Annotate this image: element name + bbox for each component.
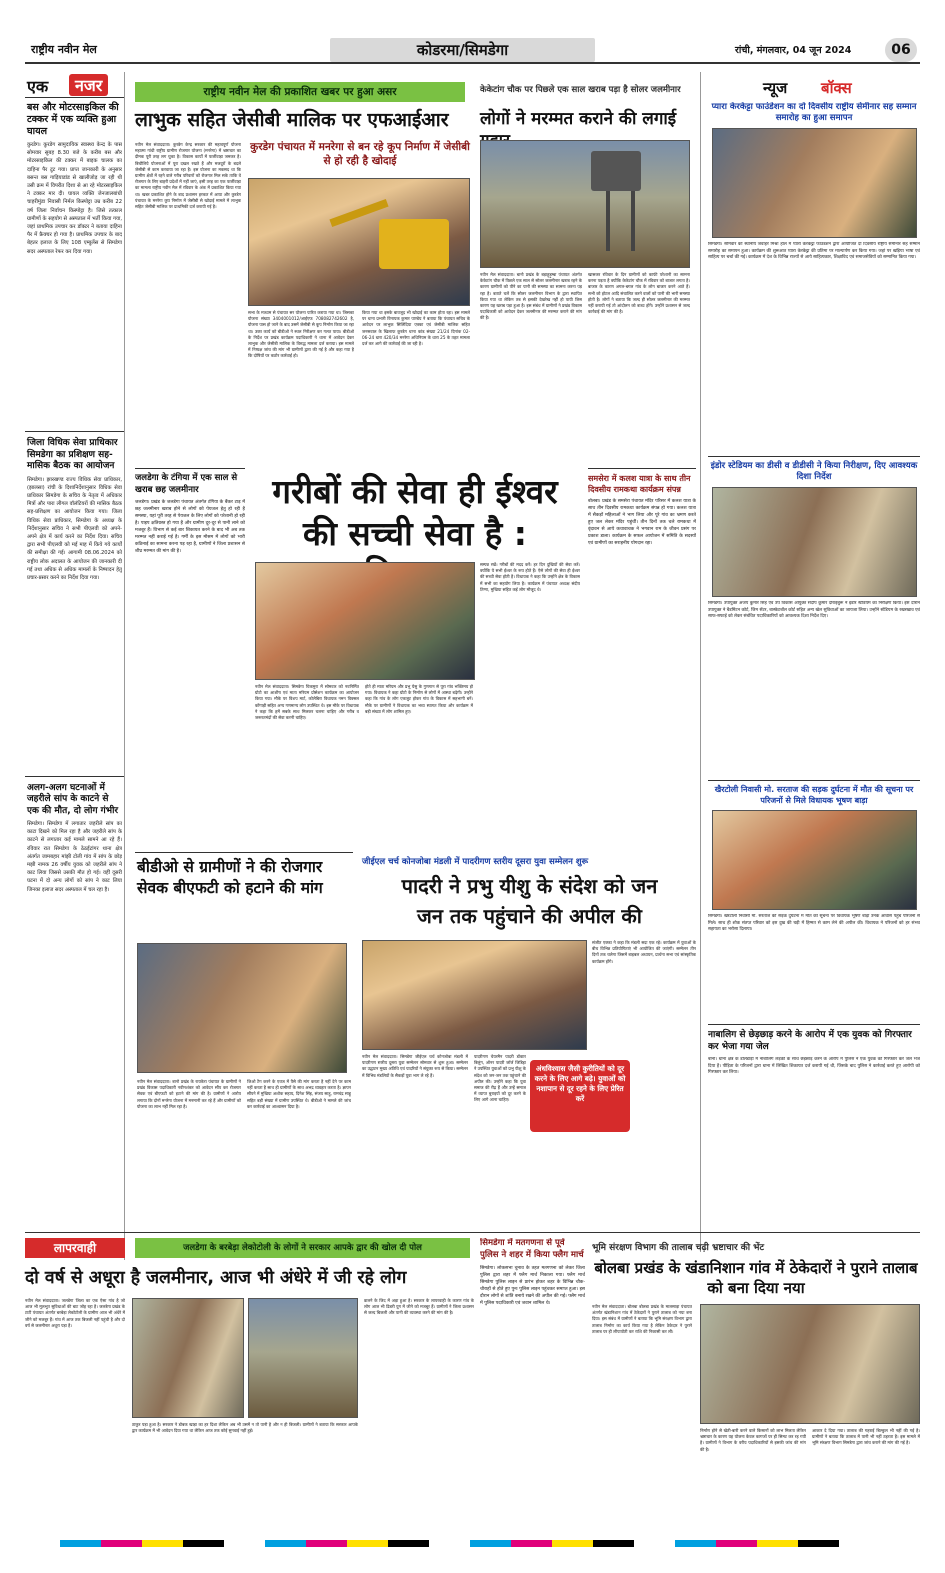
bdo-photo [137, 943, 347, 1073]
story-body: बोलबा। प्रखंड के समसेरा पंचायत मंदिर परिसर में कलश यात्रा के साथ तीन दिवसीय रामकथा कार्यक्रम संपन्न हो गया। कलश यात्रा में सैकड़ों महिलाओं ने भाग लिया और पूरे गांव का भ्रमण करते हुए जल लेकर मंदिर पहुंचीं। तीन दिनों तक चले रामकथा में वृंदावन से आये कथावाचक ने भगवान राम के जीवन प्रसंग पर प्रकाश डाला। कार्यक्रम के सफल आयोजन में समिति के सदस्यों एवं ग्रामीणों का सराहनीय योगदान रहा। [588, 499, 696, 546]
ek-nazar-label-b: नजर [69, 74, 108, 96]
lead-kicker: राष्ट्रीय नवीन मेल की प्रकाशित खबर पर हुआ असर [203, 86, 397, 98]
story-headline: जलडेगा के टंगिया में एक साल से खराब छह जलमीनार [135, 473, 238, 495]
story-headline: इंडोर स्टेडियम का डीसी व डीडीसी ने किया निरीक्षण, दिए आवश्यक दिशा निर्देश [710, 461, 918, 482]
page-number: 06 [891, 42, 911, 58]
padri-col-2: पादरीगण चेयरमैन पादरी डॉक्टर बिलुंग, ऑनर पादरी जॉर्ज जिडिहा ने उपस्थित युवाओं को प्रभु यीशु के संदेश को जन-जन तक पहुंचाने की अपील की। उन्होंने कहा कि युवा समाज की रीढ़ हैं और उन्हें समाज में व्याप्त बुराइयों को दूर करने के लिए आगे आना चाहिए। [474, 1054, 526, 1103]
lead-photo-caption: कुरडेग पंचायत में मनरेगा से बन रहे कूप निर्माण में जेसीबी से हो रही है खोदाई [250, 141, 470, 167]
story-headline: समसेरा में कलश यात्रा के साथ तीन दिवसीय रामकथा कार्यक्रम संपन्न [588, 474, 691, 494]
story-body: सिमडेगा। लोकसभा चुनाव के तहत मतगणना को लेकर जिला पुलिस द्वारा शहर में फ्लैग मार्च निकाला गया। फ्लैग मार्च सिमडेगा पुलिस लाइन से प्रारंभ होकर शहर के विभिन्न चौक-चौराहों से होते हुए पुनः पुलिस लाइन पहुंचकर समाप्त हुआ। इस दौरान लोगों से शांति बनाये रखने की अपील की गई। फ्लैग मार्च में पुलिस पदाधिकारी एवं जवान शामिल थे। [480, 1266, 585, 1306]
bottom-left-col-1: नवीन मेल संवाददाता। जलडेगा जिला का एक ऐसा गांव है जो आज भी मूलभूत सुविधाओं की बाट जोह रहा है। जलडेगा प्रखंड के टाटी पंचायत अंतर्गत बरबेड़ा लेकोटोली के ग्रामीण आज भी अंधेरे में जीने को मजबूर हैं। गांव में आज तक बिजली नहीं पहुंची है और दो वर्ष से जलमीनार अधूरा पड़ा है। [25, 1298, 125, 1328]
date-line: रांची, मंगलवार, 04 जून 2024 [735, 45, 852, 56]
masthead-bar [25, 36, 920, 64]
news-box-story-3 [708, 780, 920, 1020]
ek-nazar-column [25, 72, 125, 1260]
bottom-left-headline: दो वर्ष से अधूरा है जलमीनार, आज भी अंधेरे में जी रहे लोग [25, 1268, 407, 1288]
bottom-right-col-3: आकार दे दिया गया। तालाब की गहराई बिल्कुल भी नहीं की गई है। ग्रामीणों ने बताया कि तालाब में पानी भी नहीं ठहरता है। इस मामले में भूमि संरक्षण विभाग सिमडेगा द्वारा जांच कराने की मांग की गई है। [812, 1428, 920, 1446]
bottom-right-col-2: निर्माण होने से खेती-बारी करने वाले किसानों को लाभ मिलता लेकिन भ्रष्टाचार के कारण यह योजना केवल कागजों पर ही सिमट कर रह गयी है। ग्रामीणों ने विभाग के वरीय पदाधिकारियों से इसकी जांच की मांग की है। [700, 1428, 806, 1452]
mid-top-kicker: केकेटांग चौक पर पिछले एक साल खराब पड़ा है सोलर जलमीनार [480, 85, 681, 95]
padri-col-3: संजीत एक्का ने कहा कि मंडली सदा एक रहे। कार्यक्रम में युवाओं के बीच विभिन्न प्रतियोगिताएं भी आयोजित की जाएंगी। सम्मेलन तीन दिनों तक चलेगा जिसमें बाइबल अध्ययन, प्रार्थना सभा एवं सांस्कृतिक कार्यक्रम होंगे। [592, 940, 696, 964]
story-headline: खैरटोली निवासी मो. सरताज की सड़क दुर्घटना में मौत की सूचना पर परिजनों से मिले विधायक भूषण बाड़ा [714, 785, 914, 805]
story-headline: बस और मोटरसाइकिल की टक्कर में एक व्यक्ति हुआ घायल [27, 102, 119, 137]
news-box-story-2 [708, 456, 920, 776]
lead-col-2: सभा के माध्यम से पंचायत सर योजना पारित कराया गया था। जिसका योजना संख्या 3404001012/आईएफ 708082742602 है, योजना पास हो जाने के बाद उसमें जेसीबी से कूप निर्माण किया जा रहा था। उक्त कार्य को बीडीओ ने स्थल निरीक्षण कर गलत पाया। बीडीओ के निर्देश पर प्रखंड कार्यक्रम पदाधिकारी ने थाना में आवेदन देकर लाभुक और जेसीबी मालिक के विरुद्ध मामला दर्ज कराया। इस मामले में निष्पक्ष जांच की मांग भी ग्रामीणों द्वारा की गई है और कहा गया है कि दोषियों पर कठोर कार्रवाई हो। [248, 310, 354, 359]
story-body: सिमडेगा। सिमडेगा में लगातार जहरीले सांप का काटा दिखने को मिल रहा है और जहरीले सांप के काटने से लगातार कई मामले सामने आ रहे हैं। रविवार रात सिमडेगा के ठेठईटांगर थाना क्षेत्र अंतर्गत जामबहार मांझी टोली गांव में सांप के छोड़ मझी नामक 26 वर्षीय युवक को जहरीले सांप ने काट लिया जिससे उसकी मौत हो गई। वहीं दूसरी घटना में दो अन्य लोगों को सांप ने काट लिया जिनका इलाज सदर अस्पताल में चल रहा है। [27, 821, 122, 893]
bottom-left-col-3: डालने के जिद में अड़ा हुआ है। सरकार के लापरवाही के कारण गांव के लोग आज भी ढिबरी युग में जीने को मजबूर हैं। ग्रामीणों ने जिला प्रशासन से जल्द बिजली और पानी की व्यवस्था करने की मांग की है। [364, 1298, 474, 1316]
vidhayak-col-2: होते ही माता मरियम और प्रभु येसु के गुणगान से पूरा गांव भक्तिमय हो गया। विधायक ने कहा ग्रोटो के निर्माण से लोगों में आस्था बढ़ेगी। उन्होंने कहा कि गांव के लोग एकजुट होकर गांव के विकास में सहभागी बनें। मौके पर ग्रामीणों ने विधायक का भव्य स्वागत किया और कार्यक्रम में बड़ी संख्या में लोग शामिल हुए। [365, 684, 473, 714]
story-body: बानो। थाना क्षेत्र के डोलडाड़ी में नाबालिग लड़की के साथ छेड़छाड़ करने के आरोप में पुलिस ने एक युवक को गिरफ्तार कर जेल भेज दिया है। पीड़िता के परिजनों द्वारा थाना में लिखित शिकायत दर्ज करायी गई थी, जिसके बाद पुलिस ने कार्रवाई करते हुए आरोपी को गिरफ्तार कर लिया। [708, 1057, 920, 1076]
news-box-header [755, 76, 905, 100]
news-box-photo-2 [712, 487, 917, 597]
bottom-left-photo-1 [132, 1298, 244, 1418]
vidhayak-headline-2: की सच्ची सेवा है : [302, 514, 528, 553]
lead-col-1: नवीन मेल संवाददाता। कुरडेग केन्द्र सरकार की महत्वपूर्ण योजना महात्मा गांधी राष्ट्रीय ग्रामीण रोजगार योजना (मनरेगा) में भ्रष्टाचार का दीमक पूरी तरह लग चुका है। विकास कार्यों में फर्जीवाड़ा जमकर है। बिचौलिये योजनाओं में पूरा दखल रखते हैं और मजदूरों के बदले जेसीबी से काम करवाया जा रहा है। इस योजना का मकसद था कि ग्रामीण क्षेत्रों में रहने वाले गरीब परिवारों को रोजगार मिल सके ताकि वे रोजगार के लिए बाहरी प्रदेशों में नहीं जाएं, इसी तरह का एक फर्जीवाड़ा का मामला राष्ट्रीय नवीन मेल में रविवार के अंक में प्रकाशित किया गया था। खबर प्रकाशित होने के बाद प्रशासन हरकत में आया और कुरडेग पंचायत के मनरेगा कूप निर्माण में जेसीबी से खोदाई मामले में लाभुक सहित जेसीबी मालिक पर प्राथमिकी दर्ज करायी गई है। [135, 142, 241, 210]
ek-nazar-header [25, 72, 124, 98]
padri-headline-2: जन तक पहुंचाने की अपील की [417, 904, 642, 928]
ek-nazar-story-2 [25, 431, 124, 776]
news-box-label-b: बॉक्स [821, 79, 852, 97]
ek-nazar-story-3 [25, 776, 124, 1081]
bottom-left-kicker: जलडेगा के बरबेड़ा लेकोटोली के लोगों ने सरकार आपके द्वार की खोल दी पोल [183, 1243, 422, 1253]
mid-top-col-1: नवीन मेल संवाददाता। बानो प्रखंड के बड़ाहुड़ुम्बा पंचायत अंतर्गत केकेटांग चौक में पिछले एक साल से सोलर जलमीनार खराब रहने के कारण ग्रामीणों को पीने का पानी की समस्या का सामना करना पड़ रहा है। बताते चलें कि सोलर जलमीनार विभाग के द्वारा स्थापित किया गया था लेकिन तब से इसकी देखरेख नहीं हो पायी जिस कारण यह खराब पड़ा हुआ है। इस संबंध में ग्रामीणों ने प्रखंड विकास पदाधिकारी को आवेदन देकर जलमीनार की मरम्मत कराने की मांग की है। [480, 272, 582, 321]
story-headline: जिला विधिक सेवा प्राधिकार सिमडेगा का प्रशिक्षण सह-मासिक बैठक का आयोजन [27, 438, 118, 471]
bottom-right-photo [700, 1304, 920, 1424]
ek-nazar-story-1 [25, 98, 124, 431]
mid-top-photo [480, 140, 690, 268]
divider-vertical [700, 72, 701, 1252]
mid-top-headline: लोगों ने मरम्मत कराने की लगाई [480, 109, 677, 129]
bdo-col-1: नवीन मेल संवाददाता। बानो प्रखंड के रायकेरा पंचायत के ग्रामीणों ने प्रखंड विकास पदाधिकारी नवीनशंकर को आवेदन सौंप कर रोजगार सेवक एवं बीएफटी को हटाने की मांग की है। ग्रामीणों ने आरोप लगाया कि दोनों मनरेगा योजना में मनमानी कर रहे हैं और ग्रामीणों को योजना का लाभ नहीं मिल रहा है। [137, 1079, 241, 1109]
story-body: जलडेगा। प्रखंड के जलडेगा पंचायत अंतर्गत टंगिया के बैंकर टाड़ में छह जलमीनार खराब होने से लोगों को पेयजल हेतु हो रही है समस्या, यहां पूरी तरह से पेयजल के लिए लोगों को परेशानी हो रही है। पाइप क्षतिग्रस्त हो गया है और ग्रामीण दूर-दूर से पानी लाने को मजबूर हैं। विभाग से कई बार शिकायत करने के बाद भी अब तक मरम्मत नहीं कराई गई है। गर्मी के इस मौसम में लोगों को भारी कठिनाई का सामना करना पड़ रहा है, ग्रामीणों ने जिला प्रशासन से शीघ्र मरम्मत की मांग की है। [135, 500, 245, 554]
news-box-story-4 [708, 1024, 920, 1224]
story-headline: सिमडेगा में मतगणना से पूर्व पुलिस ने शहर में किया फ्लैग मार्च [480, 1238, 584, 1260]
color-registration-bar [60, 1540, 880, 1547]
bdo-story-box [135, 852, 353, 1232]
padri-quote: अंधविश्वास जैसी कुरीतियों को दूर करने के लिए आगे बढ़े। युवाओं को नशापान से दूर रहने के लिए प्रेरित करें [534, 1064, 626, 1103]
padri-col-1: नवीन मेल संवाददाता। सिमडेगा जीईएल चर्च कोनजोबा मंडली में पादरीगण स्तरीय दूसरा युवा सम्मेलन सोमवार से शुरू हुआ। सम्मेलन का उद्घाटन मुख्य अतिथि एवं पादरियों ने संयुक्त रूप से किया। सम्मेलन में विभिन्न मंडलियों के सैकड़ों युवा भाग ले रहे हैं। [362, 1054, 468, 1078]
story-body: सिमडेगा। उपायुक्त अजय कुमार सिंह एवं उप विकास आयुक्त संदीप कुमार दोराईबुरू ने इंडोर स्टेडियम का निरीक्षण किया। इस दौरान उपायुक्त ने बैडमिंटन कोर्ट, जिम सेंटर, बास्केटबॉल कोर्ट सहित अन्य खेल सुविधाओं का जायजा लिया। उन्होंने स्टेडियम के रखरखाव एवं साफ-सफाई को लेकर संबंधित पदाधिकारियों को आवश्यक दिशा निर्देश दिए। [708, 601, 920, 620]
padri-photo [362, 940, 587, 1050]
bdo-col-2: जिओ टैग करने के एवज में पैसे की मांग करता है नहीं देने पर काम नहीं करता है साथ ही ग्रामीणों के साथ अभद्र व्यवहार करता है। ज्ञापन सौंपने में मुखिया अशोक सहाय, दिनेश सिंह, संजय साहू, रामचंद्र साहू सहित बड़ी संख्या में ग्रामीण उपस्थित थे। बीडीओ ने मामले की जांच कर कार्रवाई का आश्वासन दिया है। [247, 1079, 351, 1109]
story-headline: प्यारा केरकेट्टा फाउंडेशन का दो दिवसीय राष्ट्रीय सेमीनार सह सम्मान समारोह का हुआ समापन [711, 102, 917, 123]
lapravahi-label: लापरवाही [53, 1241, 97, 1255]
jaldega-tangiya-story [135, 468, 245, 848]
samsera-story [588, 468, 696, 848]
paper-name: राष्ट्रीय नवीन मेल [31, 43, 97, 56]
ek-nazar-label-a: एक [27, 77, 49, 96]
vidhayak-col-1: नवीन मेल संवाददाता। सिमडेगा चिकमुरा में सोमवार को नवनिर्मित ग्रोटो का आशीष एवं माता मरियम प्रोसेशन कार्यक्रम का आयोजन किया गया। मौके पर विशप मार्ट, कोलेबिरा विधायक नमन विक्सल कोंगाड़ी सहित अन्य गणमान्य लोग उपस्थित थे। इस मौके पर विधायक ने कहा कि हमें सबके साथ मिलकर चलना चाहिए और गरीब व जरूरतमंदों की सेवा करनी चाहिए। [255, 684, 359, 721]
bdo-headline: बीडीओ से ग्रामीणों ने की रोजगार सेवक बीएफटी को हटाने की मांग [137, 858, 323, 897]
news-box-photo-1 [712, 128, 917, 238]
lead-col-3: किया गया था इसके बावजूद भी खोदाई का काम होता रहा। इस मामले पर थाना प्रभारी विनायक कुमार पाण्डेय ने बताया कि पंचायत सचिव के आवेदन पर लाभुक सिलिंदिया एक्का एवं जेसीबी मालिक सहित जनसवाल के खिलाफ कुरडेग थाना कांड संख्या 21/24 दिनांक 02-06-24 धारा 420/34 मनरेगा अधिनियम के धारा 25 के तहत मामला दर्ज कर आगे की कार्रवाई की जा रही है। [362, 310, 470, 347]
vidhayak-photo [255, 562, 475, 680]
story-body: सिमडेगा। सोमवार को स्थानीय जवाहर मिश्रा हॉल में प्यारा केरकेट्टा फाउंडेशन द्वारा आयोजित दो दिवसीय राष्ट्रीय सेमीनार सह सम्मान समारोह का समापन हुआ। कार्यक्रम की शुरूआत प्यारा केरकेट्टा की प्रतिमा पर माल्यार्पण कर किया गया। जहां पर खड़िया भाषा एवं साहित्य पर चर्चा की गई। कार्यक्रम में देश के विभिन्न राज्यों से आये साहित्यकार, शिक्षाविद एवं समाजसेवियों को सम्मानित किया गया। [708, 242, 920, 261]
story-body: सिमडेगा। खैरटोली निवासी मो. सरताज की सड़क दुर्घटना में मौत की सूचना पर विधायक भूषण बाड़ा उनके आवास पहुंच परिजनों से मिले। साथ ही शोक संतप्त परिवार को इस दुख की घड़ी में हिम्मत से काम लेने की अपील की। विधायक ने परिजनों को हर संभव सहायता का भरोसा दिलाया। [708, 914, 920, 933]
story-headline: अलग-अलग घटनाओं में जहरीले सांप के काटने से एक की मौत, दो लोग गंभीर [27, 782, 119, 816]
padri-headline-1: पादरी ने प्रभु यीशु के संदेश को जन [401, 874, 658, 898]
news-box-label-a: न्यूज [763, 79, 788, 97]
story-body: सिमडेगा। झारखण्ड राज्य विधिक सेवा प्राधिकार, (झालसा) रांची के दिशानिर्देशानुसार विधिक सेवा प्राधिकार सिमडेगा के सचिव के नेतृत्व में अधिकार मित्रों और पारा लीगल वॉलंटियरों की मासिक बैठक सह-प्रशिक्षण का आयोजन किया गया। जिला विधिक सेवा प्राधिकार, सिमडेगा के अध्यक्ष के निर्देशानुसार सचिव ने सभी पीएलवी को अपने-अपने क्षेत्र में कार्य करने का निर्देश दिया। सचिव द्वारा सभी पीएलवी को मई माह में किये गये कार्यों की समीक्षा की गई। आगामी 08.06.2024 को राष्ट्रीय लोक अदालत के आयोजन की जानकारी दी गई तथा अधिक से अधिक मामलों के निष्पादन हेतु प्रचार-प्रसार करने का निर्देश दिया गया। [27, 476, 122, 581]
bottom-left-kicker-band [135, 1238, 470, 1258]
lapravahi-tag [25, 1238, 125, 1258]
vidhayak-headline-1: गरीबों की सेवा ही ईश्वर [272, 472, 558, 511]
registration-marks-top [0, 0, 945, 34]
story-body: कुरडेग। कुरडेग सामुदायिक स्वास्थ्य केन्द्र के पास सोमवार सुबह 8.30 बजे के करीब बस और मोटरसाइकिल की टक्कर में बाइक चालक का दाहिना पैर टूट गया। प्राप्त जानकारी के अनुसार बसन्त बस गाड़ियाडांड से खालीजोड़ जा रही थी उसी क्रम में विपरीत दिशा से आ रहे मोटरसाइकिल ने टक्कर मार दी। घायल व्यक्ति जेनजालबांधी चाहरीमुंडा निवासी निर्मल किस्पोट्टा उम्र करीब 22 वर्ष जिला निर्वाचन किस्पोट्टा है। जिसे तत्काल ग्रामीणों के सहयोग से अस्पताल में भर्ती किया गया, जहां प्राथमिक उपचार कर डॉक्टर ने बताया दाहिना पैर में फ्रैक्चर हो गया है। प्राथमिक उपचार के बाद बेहतर इलाज के लिए 108 एम्बुलेंस से सिमडेगा सदर अस्पताल रेफर कर दिया गया। [27, 142, 122, 255]
lead-photo-jcb [248, 178, 470, 306]
bottom-left-photo-2 [248, 1298, 358, 1418]
bottom-right-headline: बोलबा प्रखंड के खंडानिशान गांव में ठेकेदारों ने पुराने तालाब को बना दिया नया [594, 1259, 918, 1297]
bottom-left-col-2: ठाकुर पड़ा हुआ है। सरकार ने डोबक खाड़ा का हर दिशा लेकिन अब भी उसमें न तो पानी है और न ही बिजली। ग्रामीणों ने बताया कि सरकार आपके द्वार कार्यक्रम में भी आवेदन दिया गया था लेकिन आज तक कोई सुनवाई नहीं हुई। [132, 1422, 358, 1434]
bottom-right-kicker: भूमि संरक्षण विभाग की तालाब चढ़ी भ्रष्टाचार की भेंट [592, 1243, 765, 1253]
story-headline: नाबालिग से छेड़छाड़ करने के आरोप में एक युवक को गिरफ्तार कर भेजा गया जेल [708, 1030, 912, 1052]
vidhayak-col-3: सम्पन्न रखें। गरीबों की मदद करें। हर दिन दुखियों की सेवा करें। क्योंकि ये सभी ईश्वर के रूप होते हैं। ऐसे लोगों की सेवा ही ईश्वर की सच्ची सेवा होती है। विधायक ने कहा कि उन्होंने क्षेत्र के विकास में सभी का सहयोग लिया है। कार्यक्रम में पंचायत अध्यक्ष संदीप तिग्गा, मुखिया सहित कई लोग मौजूद थे। [480, 562, 580, 592]
page-number-badge [885, 38, 917, 62]
lead-photo-caption-box [248, 140, 472, 176]
lead-headline: लाभुक सहित जेसीबी मालिक पर एफआईआर [135, 109, 449, 131]
bottom-mid-story [480, 1238, 585, 1523]
bottom-right-col-1: नवीन मेल संवाददाता। बोलबा बोलबा प्रखंड के मालसाड़ा पंचायत अंतर्गत खंडानिशान गांव में ठेकेदारों ने पुराने तालाब को नया बना दिया। इस संबंध में ग्रामीणों ने बताया कि भूमि संरक्षण विभाग द्वारा तालाब निर्माण का कार्य किया गया है लेकिन ठेकेदार ने पुराने तालाब पर ही लीपापोती कर राशि की निकासी कर ली। [592, 1304, 692, 1334]
padri-kicker: जीईएल चर्च कोनजोबा मंडली में पादरीगण स्तरीय दूसरा युवा सम्मेलन शुरू [362, 857, 589, 867]
section-title-band [330, 38, 595, 62]
section-title: कोडरमा/सिमडेगा [416, 41, 509, 59]
news-box-photo-3 [712, 810, 917, 910]
mid-top-col-2: खासकर रविवार के दिन ग्रामीणों को काफी परेशानी का सामना करना पड़ता है क्योंकि केकेटांग चौक में रविवार को बाजार लगता है। बाजार के कारण अगल-बगल गांव के लोग बाजार करने आते हैं। सभी को होटल आदि संचालित करने वालों को पानी की भारी समस्या होती है। लोगों ने बताया कि जल्द ही सोलर जलमीनार की मरम्मत नहीं करायी गई तो आंदोलन को बाध्य होंगे। उन्होंने प्रशासन से जल्द कार्रवाई की मांग की है। [588, 272, 690, 315]
lead-kicker-band [135, 82, 465, 102]
news-box-story-1 [708, 102, 920, 452]
bottom-divider [25, 1232, 920, 1233]
